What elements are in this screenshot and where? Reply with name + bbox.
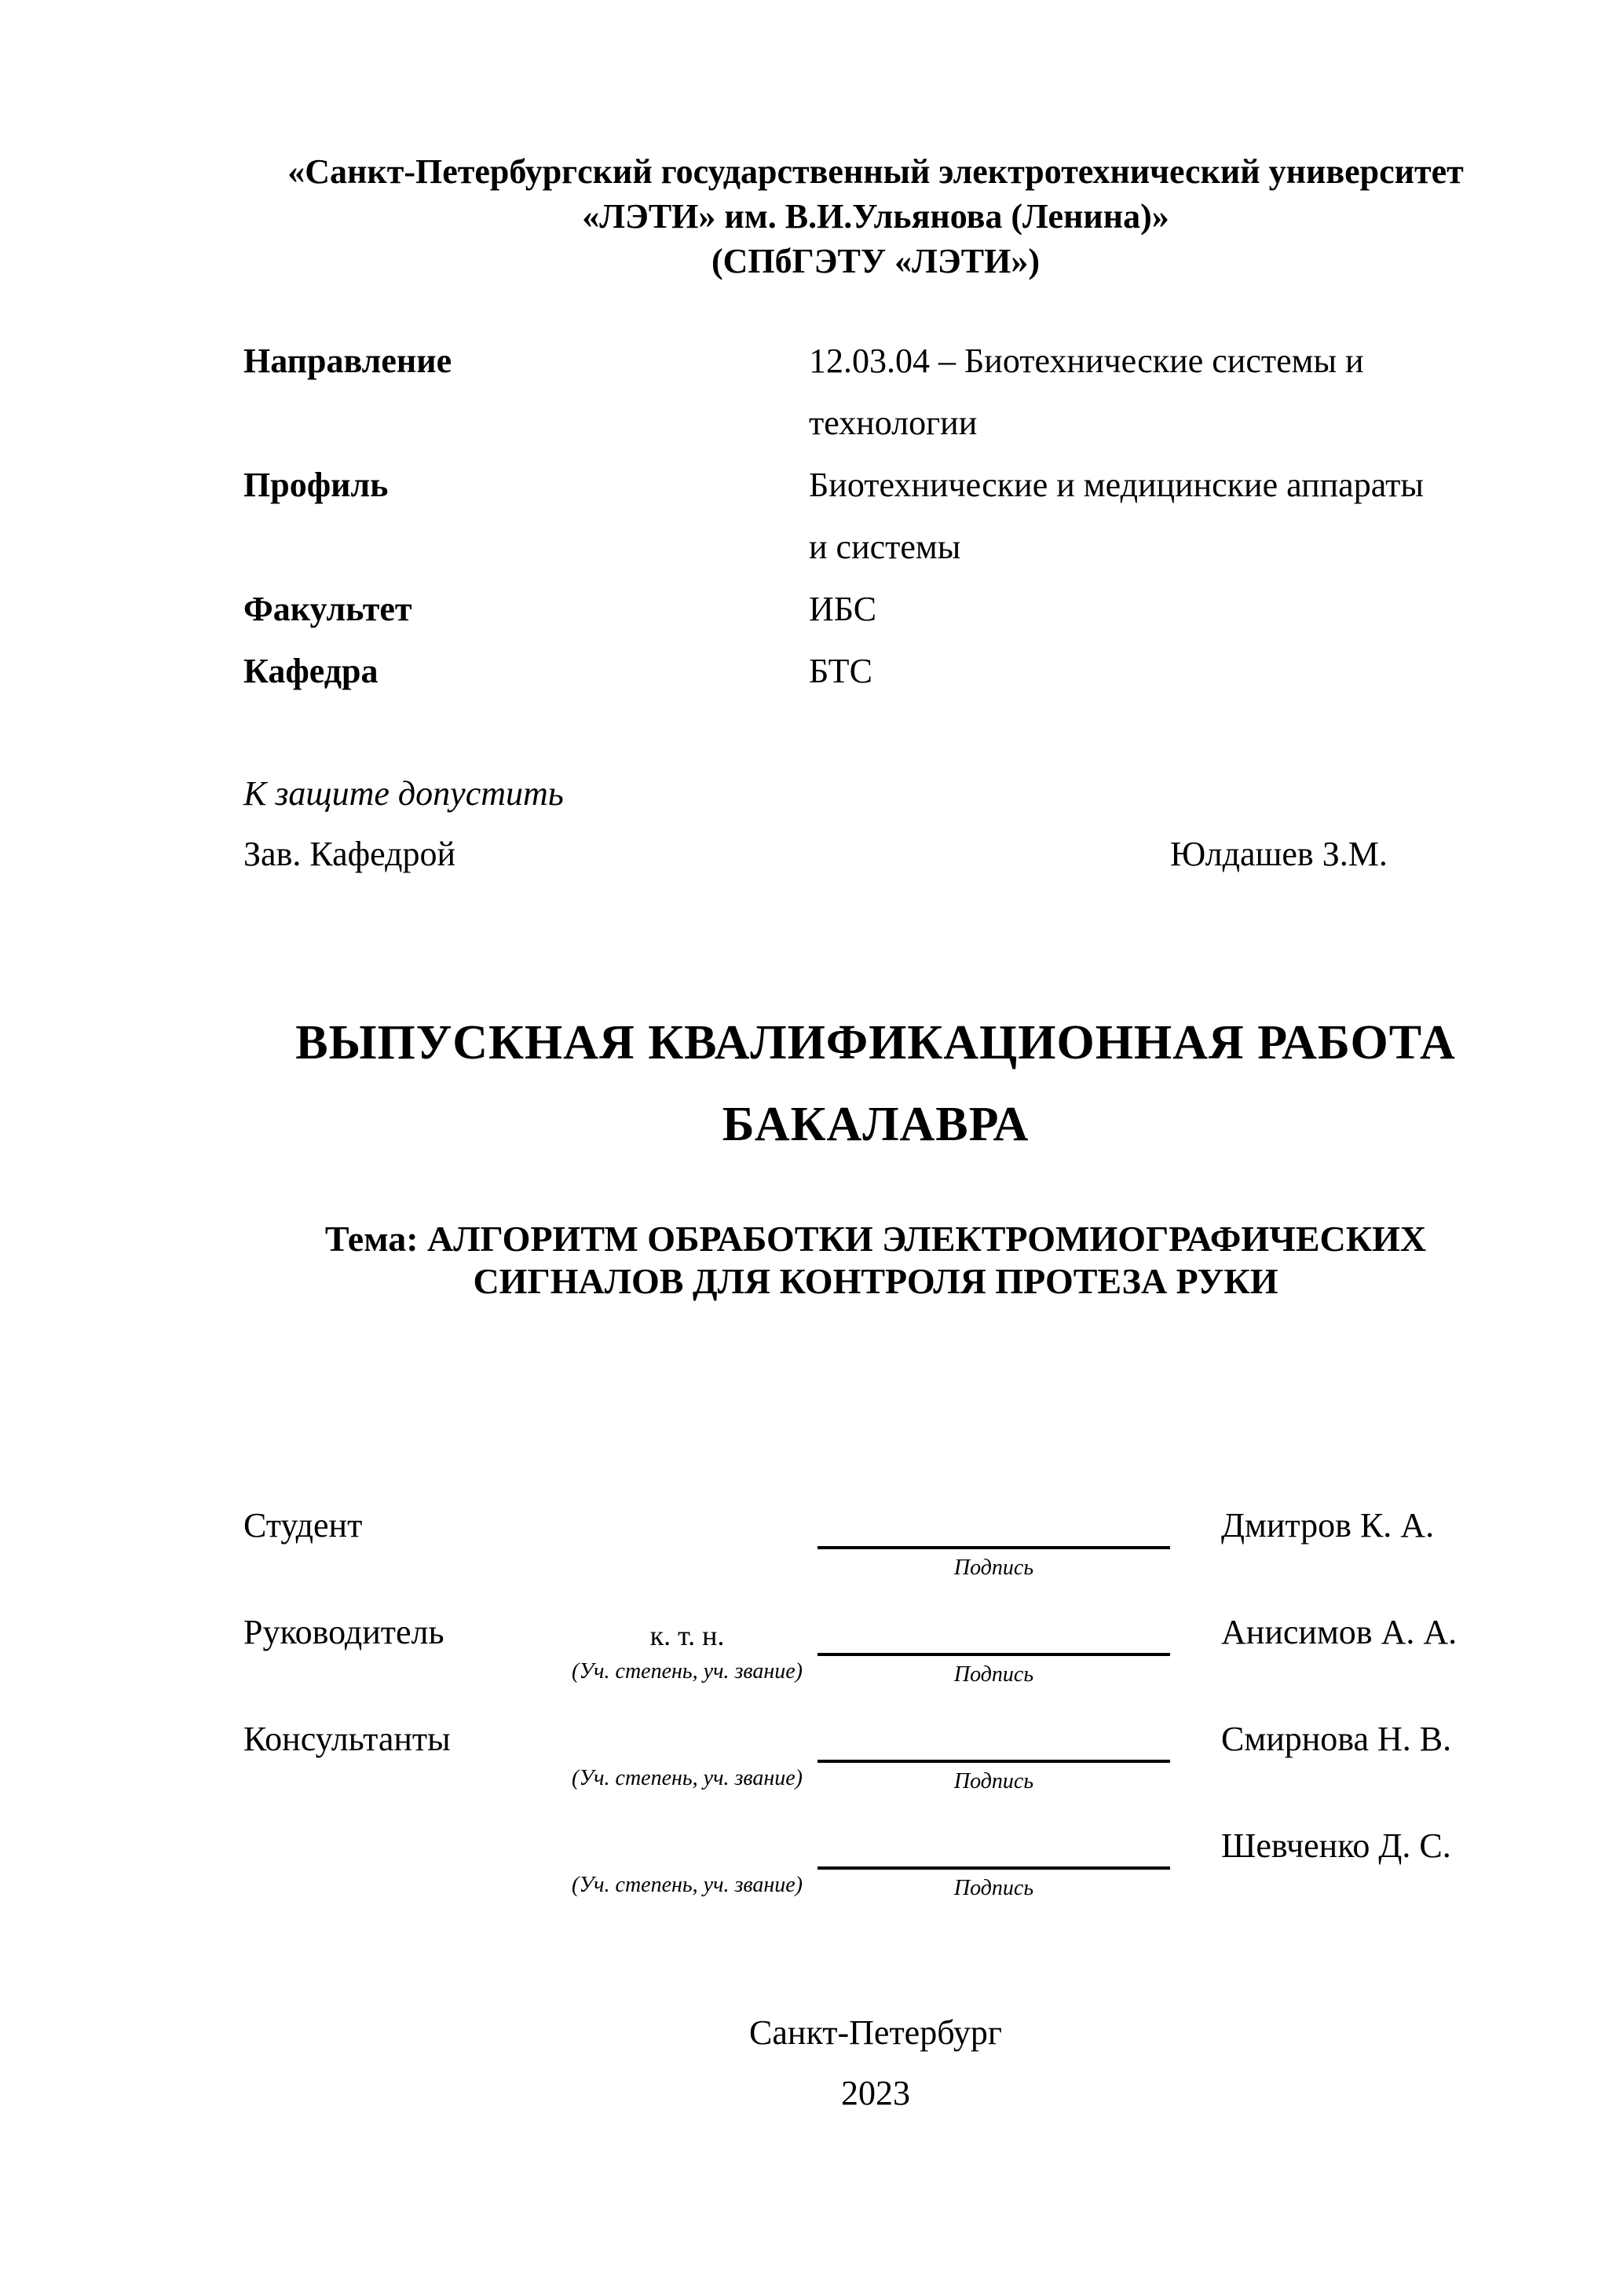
department-value: БТС: [809, 652, 872, 690]
university-header-line-3: (СПбГЭТУ «ЛЭТИ»): [711, 242, 1040, 280]
consultant-2-signature-line: [817, 1816, 1170, 1870]
signatures-section: [243, 1496, 1508, 1923]
consultant-2-name: Шевченко Д. С.: [1221, 1826, 1451, 1865]
student-name-cell: [1170, 1496, 1508, 1590]
student-role-label: Студент: [243, 1506, 363, 1545]
head-of-department-row: [243, 824, 1508, 884]
direction-row: [243, 330, 1508, 454]
direction-value-line-2: технологии: [809, 404, 978, 442]
university-header-line-1: «Санкт-Петербургский государственный электротехнический университет: [287, 152, 1464, 191]
consultants-role-label: Консультанты: [243, 1720, 451, 1758]
direction-label: Направление: [243, 342, 452, 380]
consultant-2-name-cell: [1170, 1816, 1508, 1910]
supervisor-signature-cell: [817, 1603, 1170, 1697]
thesis-title-line-2: БАКАЛАВРА: [722, 1098, 1030, 1151]
consultant-1-signature-hint: Подпись: [953, 1769, 1034, 1793]
thesis-theme-line-2: СИГНАЛОВ ДЛЯ КОНТРОЛЯ ПРОТЕЗА РУКИ: [473, 1261, 1278, 1301]
university-header: [243, 149, 1508, 283]
consultant-1-degree-cell: [557, 1709, 817, 1804]
consultant-2-degree-value: [557, 1816, 817, 1866]
supervisor-name: Анисимов А. А.: [1221, 1613, 1458, 1651]
consultant-1-signature-line: [817, 1709, 1170, 1763]
student-degree-hint: [243, 1546, 557, 1587]
thesis-title-line-1: ВЫПУСКНАЯ КВАЛИФИКАЦИОННАЯ РАБОТА: [295, 1016, 1456, 1069]
thesis-theme: [243, 1218, 1508, 1303]
consultant-role-cell: [243, 1709, 557, 1804]
program-info-section: [243, 330, 1508, 702]
supervisor-signature-hint: Подпись: [953, 1662, 1034, 1687]
consultant-2-signature-hint: Подпись: [953, 1876, 1034, 1900]
admission-note: К защите допустить: [243, 774, 564, 813]
consultant-2-signature-cell: [817, 1816, 1170, 1910]
signature-row-supervisor: [243, 1603, 1508, 1697]
department-row: [243, 640, 1508, 702]
faculty-label: Факультет: [243, 590, 412, 628]
supervisor-degree-hint: (Уч. степень, уч. звание): [572, 1659, 803, 1684]
university-header-line-2: «ЛЭТИ» им. В.И.Ульянова (Ленина)»: [582, 197, 1169, 236]
signature-row-consultant-1: [243, 1709, 1508, 1804]
student-signature-line: [817, 1496, 1170, 1549]
consultant-2-role-cell: [243, 1816, 557, 1910]
department-label: Кафедра: [243, 652, 379, 690]
signature-row-consultant-2: [243, 1816, 1508, 1910]
consultant-1-degree-value: [557, 1709, 817, 1760]
head-of-department-label: Зав. Кафедрой: [243, 835, 456, 873]
profile-row: [243, 454, 1508, 578]
student-role-cell: [243, 1496, 557, 1590]
admission-section: [243, 763, 1508, 884]
consultant-2-degree-hint: (Уч. степень, уч. звание): [572, 1873, 803, 1897]
supervisor-degree-value: к. т. н.: [649, 1620, 725, 1651]
supervisor-role-cell: [243, 1603, 557, 1697]
head-of-department-name: Юлдашев З.М.: [1170, 835, 1388, 873]
profile-value: [809, 454, 1508, 578]
faculty-row: [243, 578, 1508, 640]
supervisor-degree-cell: [557, 1603, 817, 1697]
footer-section: [243, 2002, 1508, 2123]
student-name: Дмитров К. А.: [1221, 1506, 1435, 1545]
supervisor-name-cell: [1170, 1603, 1508, 1697]
supervisor-signature-line: [817, 1603, 1170, 1656]
thesis-theme-line-1: Тема: АЛГОРИТМ ОБРАБОТКИ ЭЛЕКТРОМИОГРАФИЧЕСКИХ: [324, 1219, 1427, 1259]
profile-value-line-2: и системы: [809, 528, 961, 566]
supervisor-role-label: Руководитель: [243, 1613, 444, 1651]
consultant-1-degree-hint: (Уч. степень, уч. звание): [572, 1766, 803, 1790]
consultant-2-degree-cell: [557, 1816, 817, 1910]
consultant-1-signature-cell: [817, 1709, 1170, 1804]
faculty-value: ИБС: [809, 590, 877, 628]
direction-value: [809, 330, 1508, 454]
footer-year: 2023: [841, 2074, 910, 2112]
student-signature-cell: [817, 1496, 1170, 1590]
profile-value-line-1: Биотехнические и медицинские аппараты: [809, 466, 1424, 504]
footer-city: Санкт-Петербург: [749, 2013, 1002, 2052]
student-degree-value: [557, 1496, 817, 1546]
student-signature-hint: Подпись: [953, 1556, 1034, 1580]
profile-label: Профиль: [243, 466, 389, 504]
student-degree-cell: [557, 1496, 817, 1590]
thesis-title: [243, 1002, 1508, 1165]
consultant-1-name: Смирнова Н. В.: [1221, 1720, 1452, 1758]
signature-row-student: [243, 1496, 1508, 1590]
direction-value-line-1: 12.03.04 – Биотехнические системы и: [809, 342, 1364, 380]
consultant-1-name-cell: [1170, 1709, 1508, 1804]
